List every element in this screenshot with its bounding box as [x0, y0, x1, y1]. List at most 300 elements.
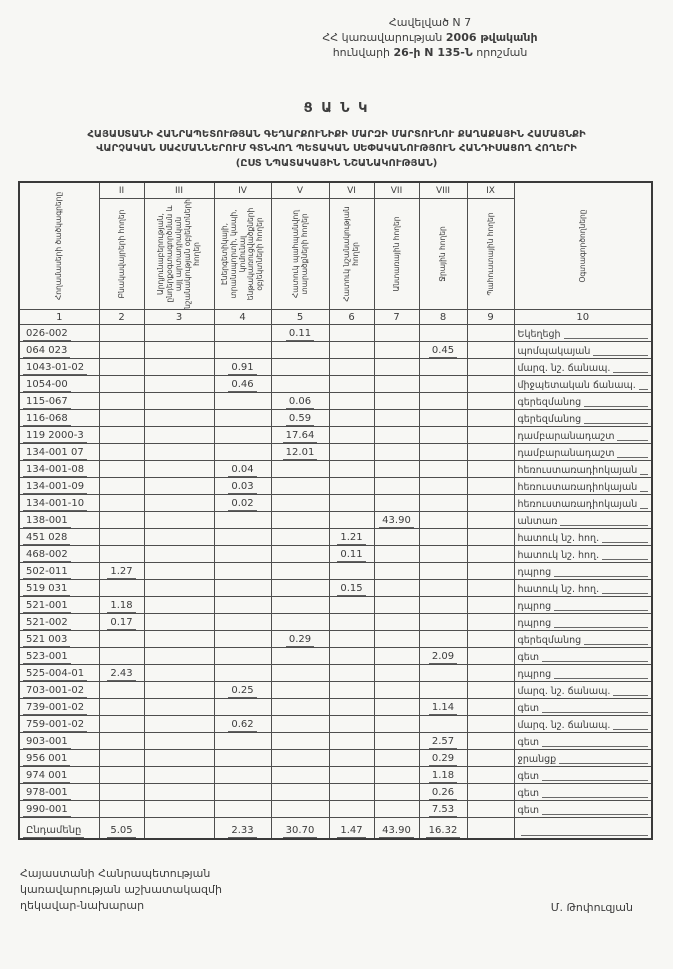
parcel-code-cell: 521-002: [19, 614, 99, 631]
table-row: [19, 614, 652, 631]
column-header-protected-lands: Հատուկ պահպանվող տարածքների հողեր: [271, 199, 329, 310]
area-value-cell: [99, 750, 144, 767]
parcel-code-cell: 521-001: [19, 597, 99, 614]
area-value-cell: 1.21: [329, 529, 374, 546]
table-row: [19, 801, 652, 818]
area-value-cell: [374, 410, 419, 427]
area-value-cell: [374, 631, 419, 648]
area-value-cell: [99, 325, 144, 342]
column-header-parcel-code: Հողամասերի ծածկագրերը: [19, 182, 99, 310]
area-value-cell: [467, 699, 514, 716]
area-value-cell: [467, 478, 514, 495]
area-value-cell: [271, 614, 329, 631]
area-value-cell: [374, 784, 419, 801]
column-roman-ix: IX: [467, 182, 514, 199]
table-row: [19, 461, 652, 478]
area-value-cell: [329, 648, 374, 665]
area-value-cell: [99, 631, 144, 648]
area-value-cell: [99, 716, 144, 733]
table-row: [19, 767, 652, 784]
table-row: [19, 393, 652, 410]
area-value-cell: 43.90: [374, 818, 419, 840]
table-row: [19, 342, 652, 359]
area-value-cell: [329, 784, 374, 801]
land-user-cell: հատուկ նշ. հող.: [514, 529, 652, 546]
column-roman-iii: III: [144, 182, 214, 199]
table-row: [19, 597, 652, 614]
area-value-cell: [374, 733, 419, 750]
parcel-code-cell: 1043-01-02: [19, 359, 99, 376]
area-value-cell: [144, 478, 214, 495]
area-value-cell: [214, 750, 271, 767]
area-value-cell: [99, 699, 144, 716]
area-value-cell: 0.91: [214, 359, 271, 376]
area-value-cell: [374, 801, 419, 818]
total-row: [19, 818, 652, 840]
area-value-cell: [144, 631, 214, 648]
parcel-code-cell: 134-001 07: [19, 444, 99, 461]
column-roman-vii: VII: [374, 182, 419, 199]
area-value-cell: [144, 665, 214, 682]
land-user-cell: [514, 818, 652, 840]
area-value-cell: [374, 546, 419, 563]
area-value-cell: [419, 325, 467, 342]
table-row: [19, 444, 652, 461]
parcel-code-cell: 134-001-09: [19, 478, 99, 495]
column-header-settlement-lands: Բնակավայրերի հողեր: [99, 199, 144, 310]
area-value-cell: [271, 359, 329, 376]
area-value-cell: [419, 597, 467, 614]
land-user-cell: հեռուստառադիոկայան: [514, 478, 652, 495]
table-row: [19, 410, 652, 427]
area-value-cell: [144, 818, 214, 840]
annex-line-1: Հավելված N 7: [388, 16, 472, 29]
table-row: [19, 325, 652, 342]
area-value-cell: [467, 614, 514, 631]
area-value-cell: [214, 648, 271, 665]
land-user-cell: անտառ: [514, 512, 652, 529]
area-value-cell: [271, 767, 329, 784]
area-value-cell: [467, 580, 514, 597]
area-value-cell: [214, 801, 271, 818]
area-value-cell: [271, 342, 329, 359]
area-value-cell: [214, 393, 271, 410]
area-value-cell: [99, 767, 144, 784]
area-value-cell: [419, 461, 467, 478]
area-value-cell: [467, 410, 514, 427]
area-value-cell: [419, 546, 467, 563]
parcel-code-cell: 468-002: [19, 546, 99, 563]
parcel-code-cell: 703-001-02: [19, 682, 99, 699]
table-row: [19, 682, 652, 699]
area-value-cell: [467, 631, 514, 648]
column-header-special-purpose-lands: Հատուկ նշանակության հողեր: [329, 199, 374, 310]
area-value-cell: [329, 665, 374, 682]
area-value-cell: [467, 716, 514, 733]
area-value-cell: [271, 750, 329, 767]
area-value-cell: [99, 342, 144, 359]
area-value-cell: [467, 597, 514, 614]
column-number: 10: [514, 310, 652, 325]
area-value-cell: [329, 342, 374, 359]
area-value-cell: [329, 393, 374, 410]
area-value-cell: [271, 716, 329, 733]
area-value-cell: [271, 682, 329, 699]
table-row: [19, 546, 652, 563]
area-value-cell: [99, 784, 144, 801]
area-value-cell: [329, 733, 374, 750]
area-value-cell: [99, 393, 144, 410]
area-value-cell: [214, 631, 271, 648]
area-value-cell: [329, 359, 374, 376]
parcel-code-cell: 026-002: [19, 325, 99, 342]
area-value-cell: [99, 529, 144, 546]
column-number: 6: [329, 310, 374, 325]
area-value-cell: [374, 393, 419, 410]
area-value-cell: [271, 784, 329, 801]
area-value-cell: [144, 784, 214, 801]
area-value-cell: 7.53: [419, 801, 467, 818]
table-row: [19, 512, 652, 529]
area-value-cell: [374, 359, 419, 376]
area-value-cell: [144, 716, 214, 733]
area-value-cell: [374, 716, 419, 733]
land-user-cell: միջպետական ճանապ.: [514, 376, 652, 393]
area-value-cell: 0.25: [214, 682, 271, 699]
area-value-cell: [467, 563, 514, 580]
area-value-cell: [374, 665, 419, 682]
issuer-line-3: ղեկավար-նախարար: [20, 898, 145, 912]
area-value-cell: [99, 461, 144, 478]
land-user-cell: դպրոց: [514, 597, 652, 614]
land-user-cell: դպրոց: [514, 563, 652, 580]
column-number: 5: [271, 310, 329, 325]
land-user-cell: դպրոց: [514, 614, 652, 631]
area-value-cell: 0.06: [271, 393, 329, 410]
total-label-cell: Ընդամենը: [19, 818, 99, 840]
document-subtitle: [0, 128, 673, 172]
area-value-cell: [214, 733, 271, 750]
area-value-cell: [467, 444, 514, 461]
table-row: [19, 427, 652, 444]
column-header-water-lands: Ջրային հողեր: [419, 199, 467, 310]
column-roman-iv: IV: [214, 182, 271, 199]
area-value-cell: [329, 563, 374, 580]
area-value-cell: 0.46: [214, 376, 271, 393]
table-row: [19, 750, 652, 767]
area-value-cell: [214, 512, 271, 529]
area-value-cell: [467, 733, 514, 750]
area-value-cell: [271, 648, 329, 665]
table-row: [19, 784, 652, 801]
area-value-cell: [329, 410, 374, 427]
area-value-cell: 0.11: [271, 325, 329, 342]
area-value-cell: [374, 614, 419, 631]
land-user-cell: պոմպակայան: [514, 342, 652, 359]
area-value-cell: [467, 325, 514, 342]
area-value-cell: [329, 444, 374, 461]
area-value-cell: [99, 495, 144, 512]
area-value-cell: [144, 614, 214, 631]
area-value-cell: [374, 597, 419, 614]
area-value-cell: [419, 529, 467, 546]
parcel-code-cell: 739-001-02: [19, 699, 99, 716]
table-row: [19, 563, 652, 580]
land-user-cell: մարզ. նշ. ճանապ.: [514, 716, 652, 733]
area-value-cell: [467, 512, 514, 529]
area-value-cell: 0.59: [271, 410, 329, 427]
area-value-cell: [99, 801, 144, 818]
area-value-cell: [419, 665, 467, 682]
land-user-cell: դպրոց: [514, 665, 652, 682]
column-number: 3: [144, 310, 214, 325]
area-value-cell: [329, 699, 374, 716]
area-value-cell: [467, 359, 514, 376]
table-row: [19, 359, 652, 376]
land-parcel-table: [18, 181, 653, 840]
area-value-cell: [271, 529, 329, 546]
area-value-cell: 0.11: [329, 546, 374, 563]
area-value-cell: 1.47: [329, 818, 374, 840]
area-value-cell: [419, 631, 467, 648]
column-number: 4: [214, 310, 271, 325]
table-row: [19, 580, 652, 597]
table-row: [19, 648, 652, 665]
area-value-cell: 2.09: [419, 648, 467, 665]
area-value-cell: [271, 478, 329, 495]
table-row: [19, 495, 652, 512]
area-value-cell: [271, 461, 329, 478]
area-value-cell: [329, 767, 374, 784]
area-value-cell: [271, 733, 329, 750]
area-value-cell: [214, 665, 271, 682]
parcel-code-cell: 138-001: [19, 512, 99, 529]
parcel-code-cell: 1054-00: [19, 376, 99, 393]
area-value-cell: [214, 444, 271, 461]
area-value-cell: 43.90: [374, 512, 419, 529]
area-value-cell: [329, 512, 374, 529]
area-value-cell: [271, 580, 329, 597]
table-row: [19, 631, 652, 648]
table-row: [19, 733, 652, 750]
land-user-cell: հեռուստառադիոկայան: [514, 461, 652, 478]
area-value-cell: [374, 478, 419, 495]
land-user-cell: դամբարանադաշտ: [514, 427, 652, 444]
signature-name: Մ. Թոփուզյան: [550, 900, 633, 914]
area-value-cell: [419, 682, 467, 699]
area-value-cell: 5.05: [99, 818, 144, 840]
area-value-cell: [144, 461, 214, 478]
land-user-cell: գետ: [514, 801, 652, 818]
area-value-cell: [144, 733, 214, 750]
document-footer: [20, 866, 633, 914]
area-value-cell: [144, 393, 214, 410]
subtitle-line-1: ՀԱՅԱՍՏԱՆԻ ՀԱՆՐԱՊԵՏՈՒԹՅԱՆ ԳԵՂԱՐՔՈՒՆԻՔԻ ՄԱՐԶԻ ՄԱՐՏՈՒՆՈՒ ՔԱՂԱՔԱՅԻՆ ՀԱՄԱՅՆՔԻ: [87, 128, 586, 140]
area-value-cell: 1.27: [99, 563, 144, 580]
annex-line-3: հունվարի 26-ի N 135-Ն որոշման: [332, 45, 528, 59]
area-value-cell: [99, 682, 144, 699]
area-value-cell: [214, 699, 271, 716]
land-user-cell: հատուկ նշ. հող.: [514, 546, 652, 563]
area-value-cell: [419, 580, 467, 597]
area-value-cell: [329, 801, 374, 818]
parcel-code-cell: 451 028: [19, 529, 99, 546]
area-value-cell: [467, 342, 514, 359]
area-value-cell: [214, 563, 271, 580]
parcel-code-cell: 134-001-10: [19, 495, 99, 512]
area-value-cell: [419, 478, 467, 495]
area-value-cell: [99, 546, 144, 563]
column-header-industrial-lands: Արդյունաբերության, ընդերքօգտագործման և այլ արտադրական նշանակության օբյեկտների հողեր: [144, 199, 214, 310]
area-value-cell: [374, 767, 419, 784]
column-number: 2: [99, 310, 144, 325]
area-value-cell: [419, 410, 467, 427]
column-roman-vi: VI: [329, 182, 374, 199]
area-value-cell: [144, 682, 214, 699]
area-value-cell: 0.03: [214, 478, 271, 495]
issuer-line-1: Հայաստանի Հանրապետության: [20, 867, 211, 881]
area-value-cell: 0.04: [214, 461, 271, 478]
area-value-cell: [419, 359, 467, 376]
area-value-cell: [467, 648, 514, 665]
area-value-cell: [144, 546, 214, 563]
parcel-code-cell: 521 003: [19, 631, 99, 648]
annex-reference-block: [245, 16, 615, 61]
area-value-cell: [467, 767, 514, 784]
parcel-code-cell: 519 031: [19, 580, 99, 597]
area-value-cell: 1.18: [99, 597, 144, 614]
area-value-cell: [144, 750, 214, 767]
column-roman-viii: VIII: [419, 182, 467, 199]
area-value-cell: [374, 580, 419, 597]
area-value-cell: [467, 427, 514, 444]
area-value-cell: [329, 461, 374, 478]
area-value-cell: [271, 512, 329, 529]
area-value-cell: [214, 614, 271, 631]
area-value-cell: [144, 767, 214, 784]
area-value-cell: [144, 801, 214, 818]
area-value-cell: [329, 325, 374, 342]
area-value-cell: [419, 614, 467, 631]
area-value-cell: [329, 427, 374, 444]
area-value-cell: [329, 682, 374, 699]
area-value-cell: 17.64: [271, 427, 329, 444]
area-value-cell: [271, 376, 329, 393]
parcel-code-cell: 523-001: [19, 648, 99, 665]
area-value-cell: [271, 563, 329, 580]
area-value-cell: [214, 597, 271, 614]
area-value-cell: [374, 461, 419, 478]
area-value-cell: [467, 818, 514, 840]
area-value-cell: [467, 665, 514, 682]
area-value-cell: 1.18: [419, 767, 467, 784]
parcel-code-cell: 903-001: [19, 733, 99, 750]
area-value-cell: [329, 495, 374, 512]
issuer-line-2: կառավարության աշխատակազմի: [20, 882, 222, 896]
area-value-cell: [374, 648, 419, 665]
area-value-cell: 1.14: [419, 699, 467, 716]
area-value-cell: [99, 359, 144, 376]
area-value-cell: [374, 699, 419, 716]
area-value-cell: [467, 801, 514, 818]
area-value-cell: [467, 461, 514, 478]
area-value-cell: [144, 444, 214, 461]
area-value-cell: [271, 546, 329, 563]
area-value-cell: [374, 376, 419, 393]
column-header-infrastructure-lands: Էներգետիկայի, տրանսպորտի, կապի, կոմունալ ենթակառուցվածքների օբյեկտների հողեր: [214, 199, 271, 310]
parcel-code-cell: 064 023: [19, 342, 99, 359]
area-value-cell: [144, 495, 214, 512]
area-value-cell: [99, 580, 144, 597]
land-user-cell: գերեզմանոց: [514, 393, 652, 410]
parcel-code-cell: 119 2000-3: [19, 427, 99, 444]
area-value-cell: [214, 529, 271, 546]
area-value-cell: 2.33: [214, 818, 271, 840]
area-value-cell: [271, 495, 329, 512]
parcel-code-cell: 978-001: [19, 784, 99, 801]
area-value-cell: 0.29: [419, 750, 467, 767]
area-value-cell: 0.02: [214, 495, 271, 512]
area-value-cell: [271, 699, 329, 716]
area-value-cell: [144, 342, 214, 359]
land-user-cell: մարզ. նշ. ճանապ.: [514, 682, 652, 699]
area-value-cell: [329, 631, 374, 648]
parcel-code-cell: 134-001-08: [19, 461, 99, 478]
land-user-cell: գետ: [514, 784, 652, 801]
area-value-cell: [419, 393, 467, 410]
table-row: [19, 716, 652, 733]
table-row: [19, 665, 652, 682]
area-value-cell: [419, 376, 467, 393]
area-value-cell: [99, 410, 144, 427]
land-user-cell: հեռուստառադիոկայան: [514, 495, 652, 512]
area-value-cell: [467, 750, 514, 767]
annex-line-2: ՀՀ կառավարության 2006 թվականի: [322, 30, 538, 44]
parcel-code-cell: 525-004-01: [19, 665, 99, 682]
parcel-code-cell: 116-068: [19, 410, 99, 427]
area-value-cell: [144, 410, 214, 427]
parcel-code-cell: 115-067: [19, 393, 99, 410]
area-value-cell: [329, 376, 374, 393]
land-user-cell: գետ: [514, 767, 652, 784]
land-user-cell: հատուկ նշ. հող.: [514, 580, 652, 597]
column-number: 8: [419, 310, 467, 325]
area-value-cell: 0.62: [214, 716, 271, 733]
area-value-cell: [214, 427, 271, 444]
area-value-cell: [144, 427, 214, 444]
area-value-cell: [144, 597, 214, 614]
area-value-cell: 0.15: [329, 580, 374, 597]
column-roman-ii: II: [99, 182, 144, 199]
area-value-cell: [214, 767, 271, 784]
table-row: [19, 529, 652, 546]
area-value-cell: 2.57: [419, 733, 467, 750]
issuer-block: [20, 866, 222, 914]
parcel-code-cell: 956 001: [19, 750, 99, 767]
area-value-cell: [467, 376, 514, 393]
area-value-cell: [144, 512, 214, 529]
area-value-cell: [214, 342, 271, 359]
column-roman-v: V: [271, 182, 329, 199]
area-value-cell: [374, 495, 419, 512]
table-row: [19, 376, 652, 393]
area-value-cell: [467, 529, 514, 546]
table-row: [19, 478, 652, 495]
area-value-cell: [214, 784, 271, 801]
area-value-cell: [99, 376, 144, 393]
area-value-cell: [99, 512, 144, 529]
land-user-cell: գետ: [514, 648, 652, 665]
